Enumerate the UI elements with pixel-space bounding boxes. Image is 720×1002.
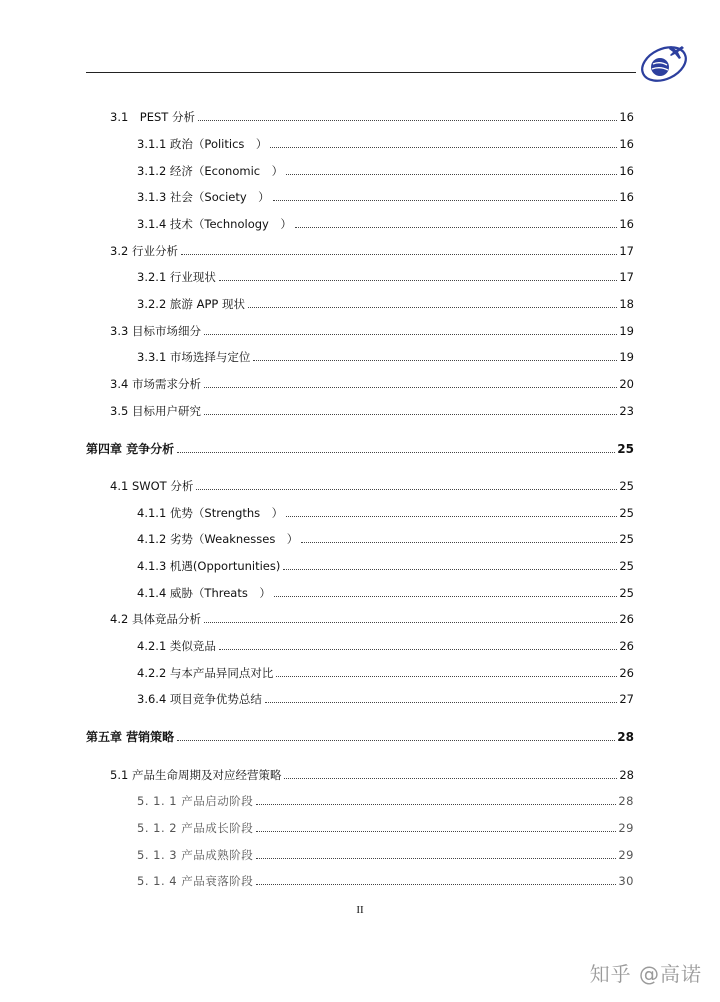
toc-leader bbox=[204, 621, 617, 623]
toc-leader bbox=[273, 199, 618, 201]
toc-leader bbox=[256, 857, 616, 859]
toc-entry[interactable] bbox=[137, 635, 634, 653]
toc-entry[interactable] bbox=[137, 346, 634, 364]
toc-entry-title: 第五章 营销策略 bbox=[86, 730, 175, 744]
toc-leader bbox=[204, 386, 617, 388]
toc-entry[interactable] bbox=[137, 790, 634, 808]
toc-entry-page: 26 bbox=[619, 666, 634, 680]
toc-entry[interactable] bbox=[137, 817, 634, 835]
toc-entry-title: 4.2.2 与本产品异同点对比 bbox=[137, 666, 274, 680]
toc-leader bbox=[204, 333, 617, 335]
toc-entry-page: 25 bbox=[619, 586, 634, 600]
toc-entry-page: 19 bbox=[619, 324, 634, 338]
toc-entry[interactable] bbox=[110, 608, 634, 626]
toc-entry-page: 19 bbox=[619, 350, 634, 364]
toc-leader bbox=[196, 488, 617, 490]
toc-entry[interactable] bbox=[110, 764, 634, 782]
toc-leader bbox=[177, 451, 615, 453]
toc-entry[interactable] bbox=[137, 502, 634, 520]
toc-entry-page: 18 bbox=[619, 297, 634, 311]
toc-entry-title: 3.1.4 技术（Technology ） bbox=[137, 217, 292, 231]
toc-entry-title: 3.3.1 市场选择与定位 bbox=[137, 350, 251, 364]
toc-entry[interactable] bbox=[137, 160, 634, 178]
toc-leader bbox=[276, 675, 617, 677]
toc-entry-title: 3.1 PEST 分析 bbox=[110, 110, 195, 124]
toc-entry-title: 4.1.3 机遇(Opportunities) bbox=[137, 559, 281, 573]
toc-entry-page: 25 bbox=[619, 532, 634, 546]
toc-entry-title: 3.5 目标用户研究 bbox=[110, 404, 201, 418]
toc-entry-title: 3.6.4 项目竞争优势总结 bbox=[137, 692, 262, 706]
toc-chapter-entry[interactable] bbox=[86, 726, 634, 744]
toc-entry-page: 30 bbox=[618, 874, 634, 888]
toc-entry-page: 16 bbox=[619, 110, 634, 124]
toc-entry-page: 25 bbox=[617, 442, 634, 456]
toc-entry-title: 4.1.2 劣势（Weaknesses ） bbox=[137, 532, 299, 546]
toc-entry-title: 5. 1. 2 产品成长阶段 bbox=[137, 821, 254, 835]
toc-entry-title: 3.4 市场需求分析 bbox=[110, 377, 201, 391]
toc-leader bbox=[219, 648, 617, 650]
toc-leader bbox=[284, 777, 617, 779]
toc-entry-title: 5. 1. 3 产品成熟阶段 bbox=[137, 848, 254, 862]
toc-entry[interactable] bbox=[137, 293, 634, 311]
toc-leader bbox=[274, 595, 618, 597]
toc-leader bbox=[286, 515, 617, 517]
toc-leader bbox=[256, 883, 616, 885]
toc-entry[interactable] bbox=[137, 844, 634, 862]
toc-entry-title: 5. 1. 1 产品启动阶段 bbox=[137, 794, 254, 808]
toc-leader bbox=[295, 226, 618, 228]
toc-entry[interactable] bbox=[137, 213, 634, 231]
toc-entry[interactable] bbox=[110, 400, 634, 418]
toc-entry[interactable] bbox=[137, 688, 634, 706]
toc-entry-title: 3.1.1 政治（Politics ） bbox=[137, 137, 268, 151]
toc-entry-title: 5. 1. 4 产品衰落阶段 bbox=[137, 874, 254, 888]
toc-entry[interactable] bbox=[110, 475, 634, 493]
toc-leader bbox=[256, 803, 616, 805]
toc-entry-page: 25 bbox=[619, 479, 634, 493]
toc-entry-page: 29 bbox=[618, 821, 634, 835]
toc-entry[interactable] bbox=[137, 186, 634, 204]
toc-leader bbox=[204, 413, 617, 415]
toc-leader bbox=[256, 830, 616, 832]
toc-entry[interactable] bbox=[110, 320, 634, 338]
toc-entry-page: 23 bbox=[619, 404, 634, 418]
toc-entry-page: 26 bbox=[619, 612, 634, 626]
toc-entry-title: 3.2 行业分析 bbox=[110, 244, 178, 258]
toc-entry-page: 25 bbox=[619, 559, 634, 573]
toc-entry[interactable] bbox=[110, 106, 634, 124]
toc-entry-page: 16 bbox=[619, 164, 634, 178]
toc-entry-page: 28 bbox=[617, 730, 634, 744]
toc-entry-page: 17 bbox=[619, 244, 634, 258]
toc-leader bbox=[286, 173, 617, 175]
toc-entry-title: 4.1.1 优势（Strengths ） bbox=[137, 506, 284, 520]
toc-entry[interactable] bbox=[110, 373, 634, 391]
toc-entry[interactable] bbox=[110, 240, 634, 258]
toc-entry-page: 20 bbox=[619, 377, 634, 391]
toc-entry[interactable] bbox=[137, 555, 634, 573]
toc-leader bbox=[265, 701, 617, 703]
toc-leader bbox=[177, 739, 615, 741]
toc-entry-title: 3.2.1 行业现状 bbox=[137, 270, 216, 284]
toc-entry-page: 16 bbox=[619, 137, 634, 151]
toc-entry-title: 第四章 竞争分析 bbox=[86, 442, 175, 456]
toc-entry-page: 25 bbox=[619, 506, 634, 520]
toc-leader bbox=[253, 359, 617, 361]
toc-entry-title: 4.2.1 类似竞品 bbox=[137, 639, 216, 653]
toc-leader bbox=[270, 146, 617, 148]
page-number: II bbox=[356, 904, 364, 916]
toc-entry-title: 4.1.4 威胁（Threats ） bbox=[137, 586, 271, 600]
toc-leader bbox=[219, 279, 617, 281]
toc-leader bbox=[181, 253, 617, 255]
toc-leader bbox=[248, 306, 617, 308]
toc-entry[interactable] bbox=[137, 528, 634, 546]
toc-leader bbox=[301, 541, 617, 543]
toc-entry-title: 4.2 具体竞品分析 bbox=[110, 612, 201, 626]
toc-entry-title: 5.1 产品生命周期及对应经营策略 bbox=[110, 768, 282, 782]
toc-entry[interactable] bbox=[137, 133, 634, 151]
watermark: 知乎 @高诺 bbox=[589, 962, 702, 986]
toc-leader bbox=[198, 119, 617, 121]
toc-entry-page: 27 bbox=[619, 692, 634, 706]
toc-entry[interactable] bbox=[137, 582, 634, 600]
toc-entry-page: 16 bbox=[619, 217, 634, 231]
toc-entry-page: 16 bbox=[619, 190, 634, 204]
toc-entry-page: 17 bbox=[619, 270, 634, 284]
toc-entry-page: 26 bbox=[619, 639, 634, 653]
toc-entry-title: 4.1 SWOT 分析 bbox=[110, 479, 194, 493]
toc-entry-title: 3.1.3 社会（Society ） bbox=[137, 190, 270, 204]
toc-chapter-entry[interactable] bbox=[86, 438, 634, 456]
toc-entry[interactable] bbox=[137, 870, 634, 888]
toc-entry[interactable] bbox=[137, 266, 634, 284]
toc-entry-title: 3.2.2 旅游 APP 现状 bbox=[137, 297, 245, 311]
toc-entry-page: 28 bbox=[618, 794, 634, 808]
toc-entry[interactable] bbox=[137, 662, 634, 680]
toc-leader bbox=[283, 568, 617, 570]
toc-entry-title: 3.1.2 经济（Economic ） bbox=[137, 164, 284, 178]
toc-entry-page: 28 bbox=[619, 768, 634, 782]
toc-entry-page: 29 bbox=[618, 848, 634, 862]
toc-entry-title: 3.3 目标市场细分 bbox=[110, 324, 201, 338]
